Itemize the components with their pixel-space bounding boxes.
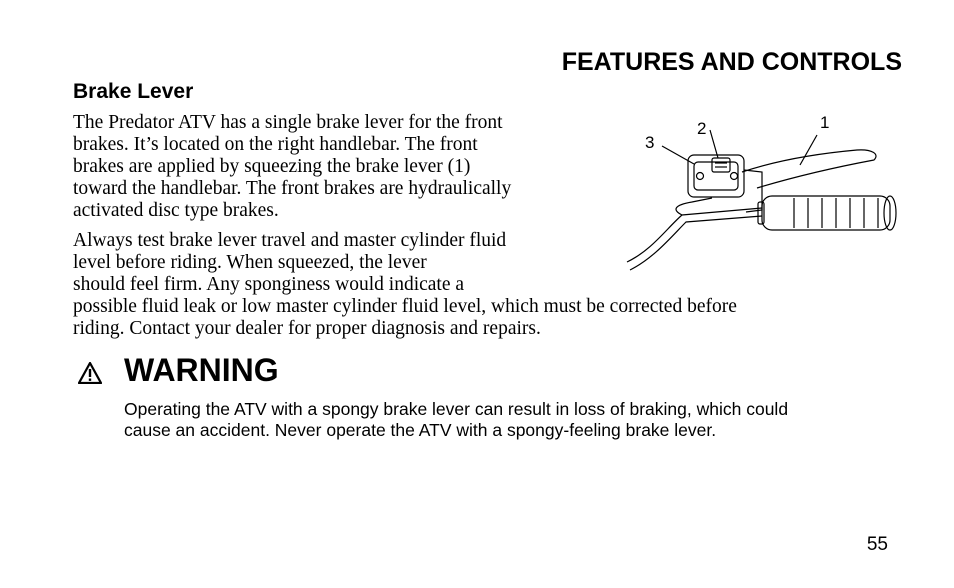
warning-text: Operating the ATV with a spongy brake lever can result in loss of braking, which could cause an accident. Never operate the ATV with a spongy-feeling brake lever. — [124, 399, 789, 440]
paragraph-brake-testing: Always test brake lever travel and master cylinder fluid level before riding. When squeezed, the lever should feel firm. Any sponginess would indicate a possible fluid leak or low master cylinder fluid level, which must be corrected before riding. Contact your dealer for proper diagnosis and repairs. — [73, 230, 737, 339]
warning-triangle-icon — [78, 362, 102, 384]
brake-lever-heading: Brake Lever — [73, 80, 194, 103]
section-title: FEATURES AND CONTROLS — [561, 48, 902, 76]
callout-label-1: 1 — [820, 113, 830, 132]
callout-label-3: 3 — [645, 133, 655, 152]
warning-title: WARNING — [124, 352, 279, 388]
brake-lever-illustration — [622, 110, 907, 275]
page-number: 55 — [866, 534, 888, 555]
callout-leader-2 — [710, 130, 718, 158]
callout-leader-3 — [662, 146, 694, 164]
handlebar — [627, 208, 762, 262]
reservoir-window — [712, 158, 730, 172]
handlebar-grip — [762, 196, 890, 230]
callout-label-2: 2 — [697, 119, 707, 138]
callout-leader-1 — [800, 135, 817, 165]
paragraph-brake-description: The Predator ATV has a single brake lever for the front brakes. It’s located on the right handlebar. The front brakes are applied by squeezing the brake lever (1) toward the handlebar. The front brakes are hydraulically activated disc type brakes. — [73, 112, 512, 221]
